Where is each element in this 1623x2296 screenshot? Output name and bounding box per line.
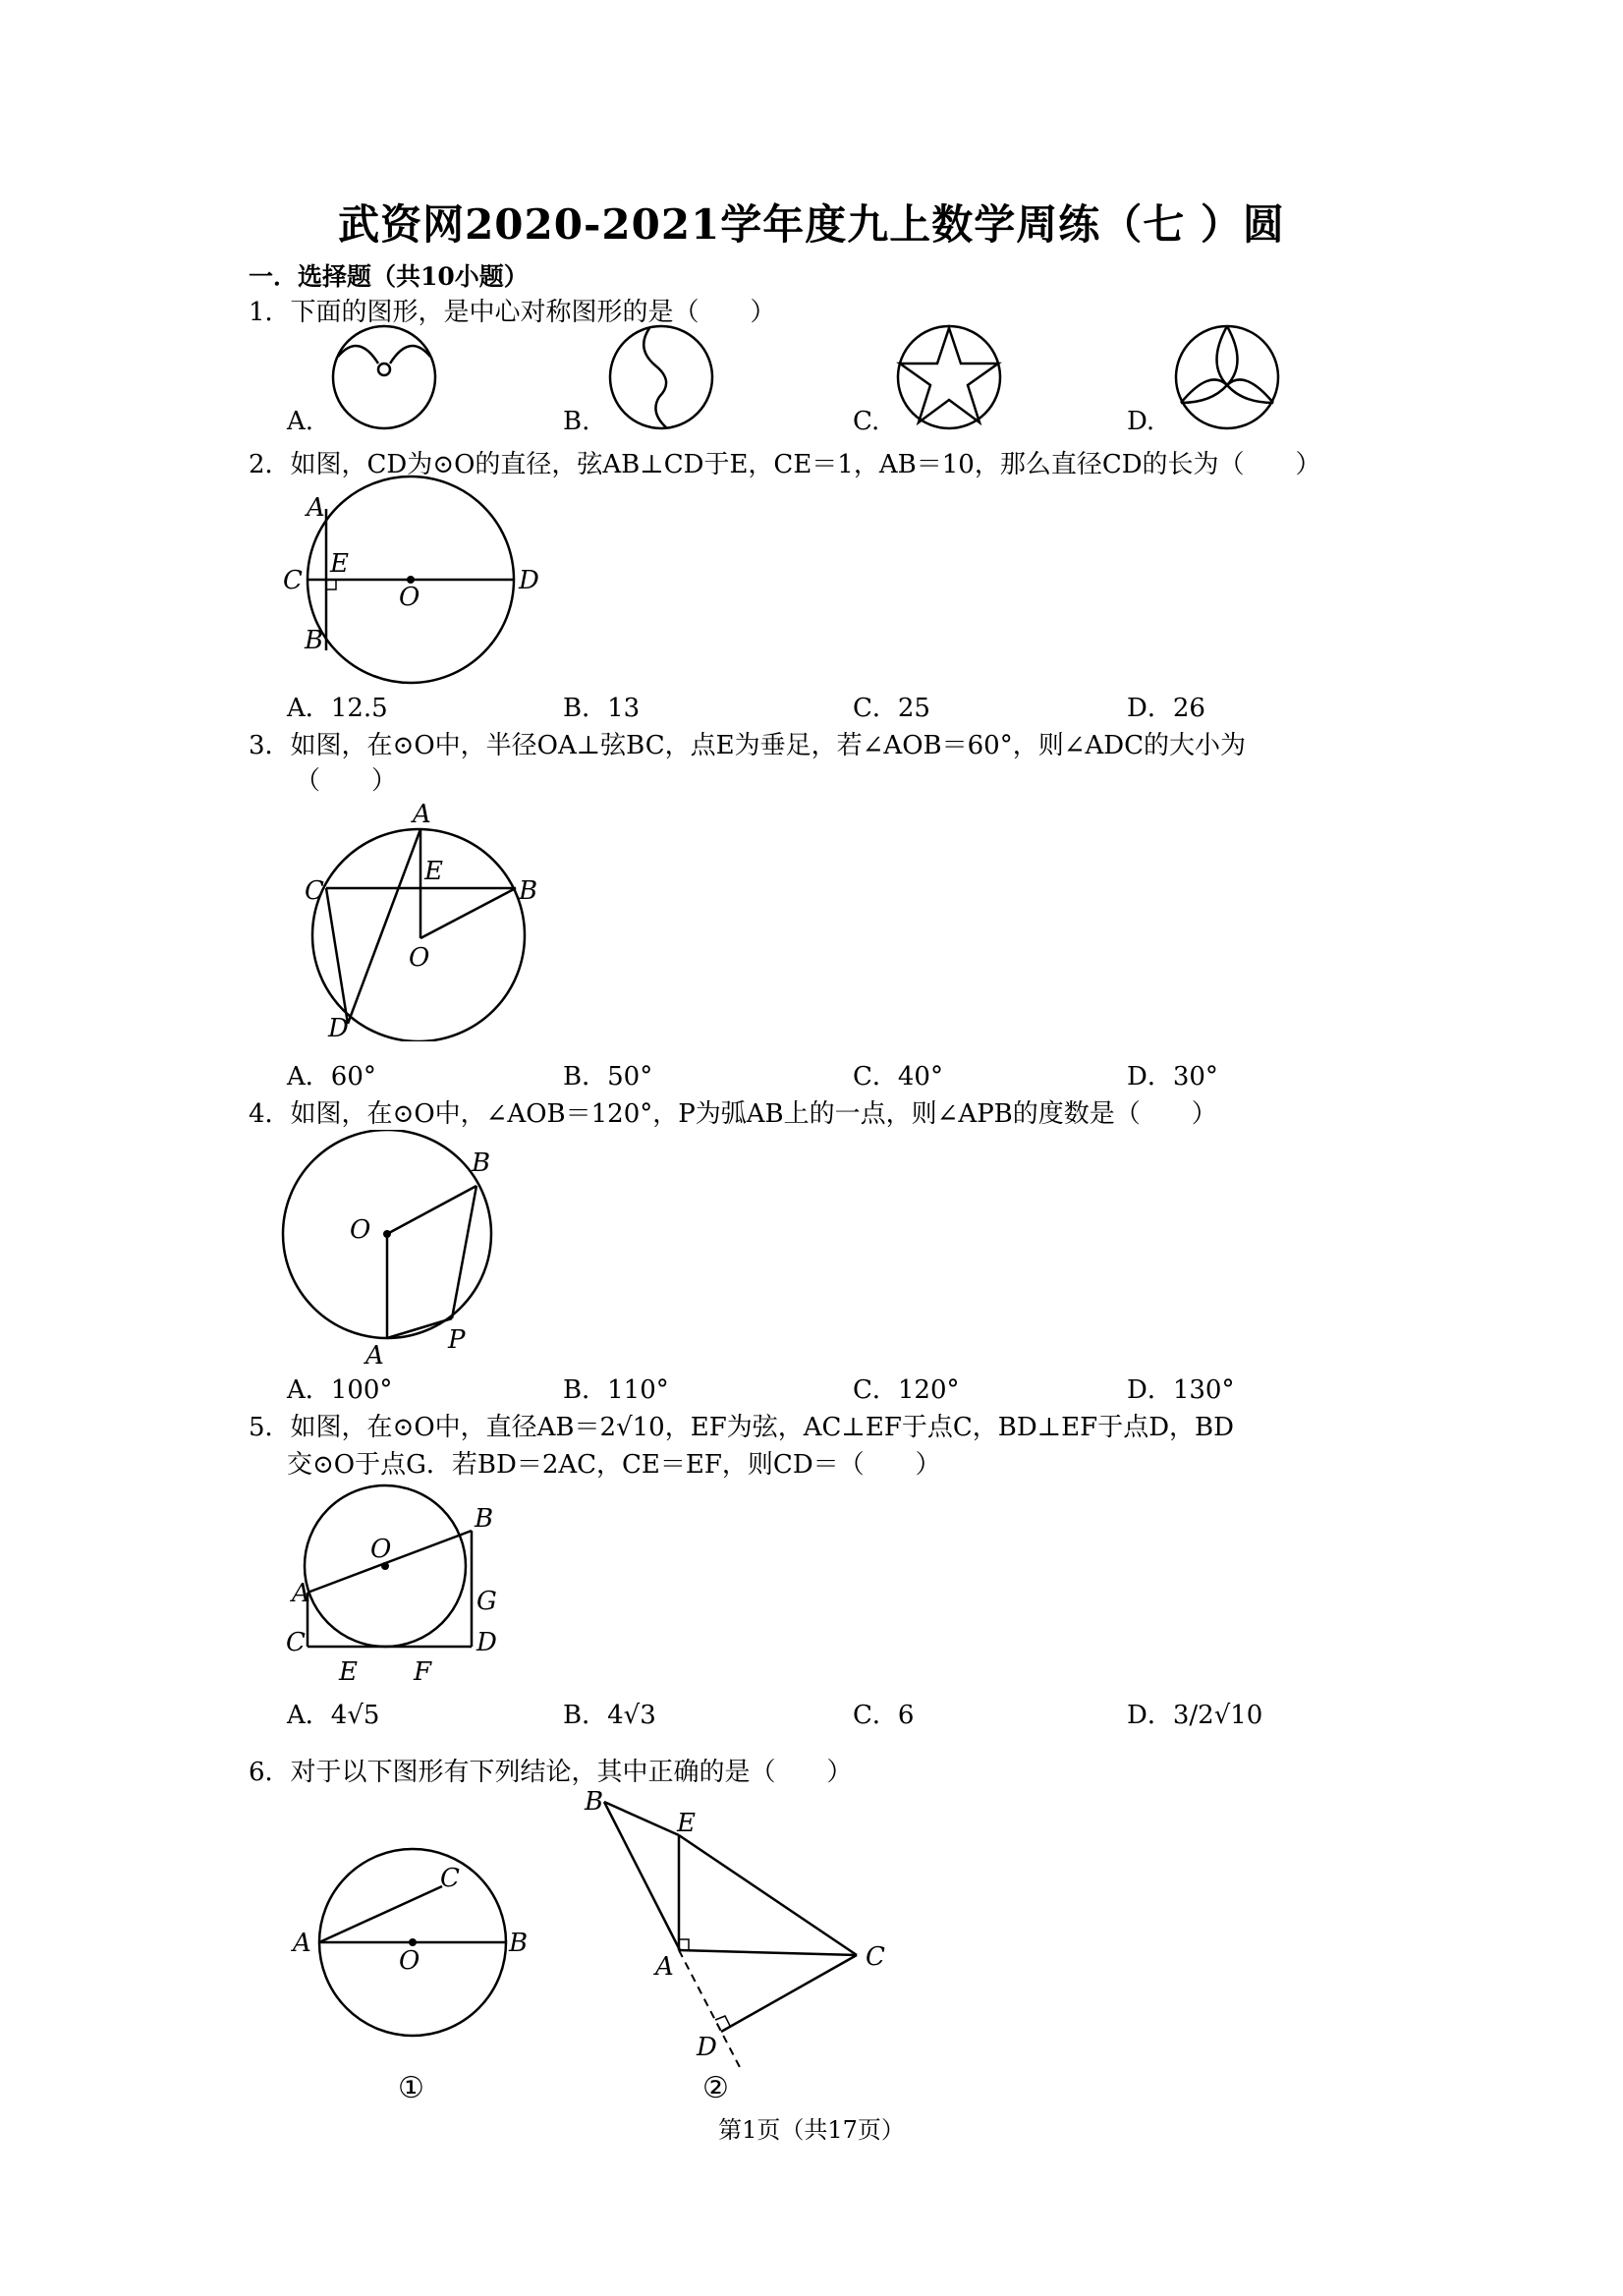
- q6-figure-1: [285, 1847, 540, 2044]
- q4-label-a: A: [365, 1341, 384, 1371]
- q6-fig1-label-c: C: [440, 1864, 460, 1893]
- q1-option-a[interactable]: A.: [287, 407, 314, 436]
- q4-option-c[interactable]: C．120°: [853, 1375, 960, 1405]
- q2-option-a[interactable]: A．12.5: [287, 694, 388, 723]
- q5-option-c[interactable]: C．6: [853, 1701, 915, 1730]
- q6-fig2-label-d: D: [697, 2033, 717, 2062]
- q5-label-o: O: [370, 1535, 392, 1564]
- section-heading: 一．选择题（共10小题）: [249, 262, 529, 291]
- question-3-stem: 3．如图，在⊙O中，半径OA⊥弦BC，点E为垂足，若∠AOB＝60°，则∠ADC的大小为: [249, 731, 1247, 760]
- q5-label-g: G: [476, 1587, 497, 1616]
- q6-fig1-label-o: O: [399, 1946, 420, 1976]
- q6-fig2-label-e: E: [677, 1809, 696, 1838]
- q2-label-o: O: [399, 583, 420, 612]
- q2-label-d: D: [519, 566, 539, 595]
- q6-fig2-label-c: C: [866, 1942, 885, 1972]
- question-4-stem: 4．如图，在⊙O中，∠AOB＝120°，P为弧AB上的一点，则∠APB的度数是（ ）: [249, 1099, 1217, 1129]
- q4-option-d[interactable]: D．130°: [1127, 1375, 1235, 1405]
- q6-fig2-label-b: B: [585, 1788, 604, 1817]
- question-5-stem-cont: 交⊙O于点G．若BD＝2AC，CE＝EF，则CD＝（ ）: [287, 1450, 941, 1480]
- q3-label-c: C: [305, 876, 324, 906]
- q6-figure-2: [575, 1788, 909, 2083]
- q1-option-b[interactable]: B.: [563, 407, 590, 436]
- q4-option-b[interactable]: B．110°: [563, 1375, 669, 1405]
- q5-label-e: E: [339, 1657, 358, 1685]
- q4-label-o: O: [350, 1215, 371, 1245]
- figure-star-in-circle-icon: [894, 324, 1012, 432]
- q2-label-e: E: [330, 549, 349, 579]
- q1-option-d[interactable]: D.: [1127, 407, 1155, 436]
- q6-caption-1: ①: [398, 2071, 424, 2105]
- q4-figure: [275, 1130, 531, 1371]
- q3-option-b[interactable]: B．50°: [563, 1062, 653, 1092]
- q5-option-b[interactable]: B．4√3: [563, 1701, 656, 1730]
- q5-label-d: D: [476, 1628, 497, 1657]
- q6-fig2-label-a: A: [655, 1952, 674, 1982]
- figure-circle-with-arcs-icon: [329, 324, 447, 432]
- q3-label-d: D: [328, 1014, 349, 1041]
- q6-fig1-label-b: B: [509, 1929, 529, 1958]
- q2-label-c: C: [283, 566, 303, 595]
- question-6-stem: 6．对于以下图形有下列结论，其中正确的是（ ）: [249, 1758, 853, 1787]
- q5-label-f: F: [414, 1657, 432, 1685]
- q3-label-a: A: [413, 801, 431, 829]
- q4-label-p: P: [448, 1325, 466, 1355]
- question-2-stem: 2．如图，CD为⊙O的直径，弦AB⊥CD于E，CE＝1，AB＝10，那么直径CD的长为（ ）: [249, 450, 1321, 479]
- q5-label-c: C: [286, 1628, 306, 1657]
- q3-label-o: O: [409, 943, 430, 973]
- q2-label-b: B: [305, 626, 324, 655]
- q1-option-c[interactable]: C.: [853, 407, 880, 436]
- q2-figure: [275, 472, 560, 688]
- figure-three-petal-circle-icon: [1172, 324, 1290, 432]
- question-3-stem-cont: （ ）: [295, 766, 398, 796]
- page-title: 武资网2020-2021学年度九上数学周练（七 ）圆: [338, 200, 1285, 249]
- q2-option-b[interactable]: B．13: [563, 694, 641, 723]
- q4-option-a[interactable]: A．100°: [287, 1375, 393, 1405]
- q2-label-a: A: [307, 493, 325, 523]
- q5-label-a: A: [292, 1579, 310, 1608]
- q2-option-c[interactable]: C．25: [853, 694, 930, 723]
- q6-fig1-label-a: A: [293, 1929, 311, 1958]
- q6-caption-2: ②: [702, 2071, 729, 2105]
- q3-figure: [285, 801, 550, 1041]
- q4-label-b: B: [472, 1148, 491, 1178]
- q3-option-a[interactable]: A．60°: [287, 1062, 376, 1092]
- q3-label-e: E: [424, 857, 443, 886]
- q5-option-d[interactable]: D．3/2√10: [1127, 1701, 1263, 1730]
- question-5-stem: 5．如图，在⊙O中，直径AB＝2√10，EF为弦，AC⊥EF于点C，BD⊥EF于点D，BD: [249, 1413, 1234, 1442]
- q5-label-b: B: [475, 1504, 494, 1534]
- figure-yin-yang-curve-icon: [606, 324, 724, 432]
- q3-label-b: B: [519, 876, 538, 906]
- q5-figure: [280, 1484, 516, 1685]
- q2-option-d[interactable]: D．26: [1127, 694, 1205, 723]
- page-footer: 第1页（共17页）: [718, 2116, 905, 2144]
- q3-option-d[interactable]: D．30°: [1127, 1062, 1218, 1092]
- q5-option-a[interactable]: A．4√5: [287, 1701, 380, 1730]
- question-1-stem: 1．下面的图形，是中心对称图形的是（ ）: [249, 298, 776, 327]
- q3-option-c[interactable]: C．40°: [853, 1062, 943, 1092]
